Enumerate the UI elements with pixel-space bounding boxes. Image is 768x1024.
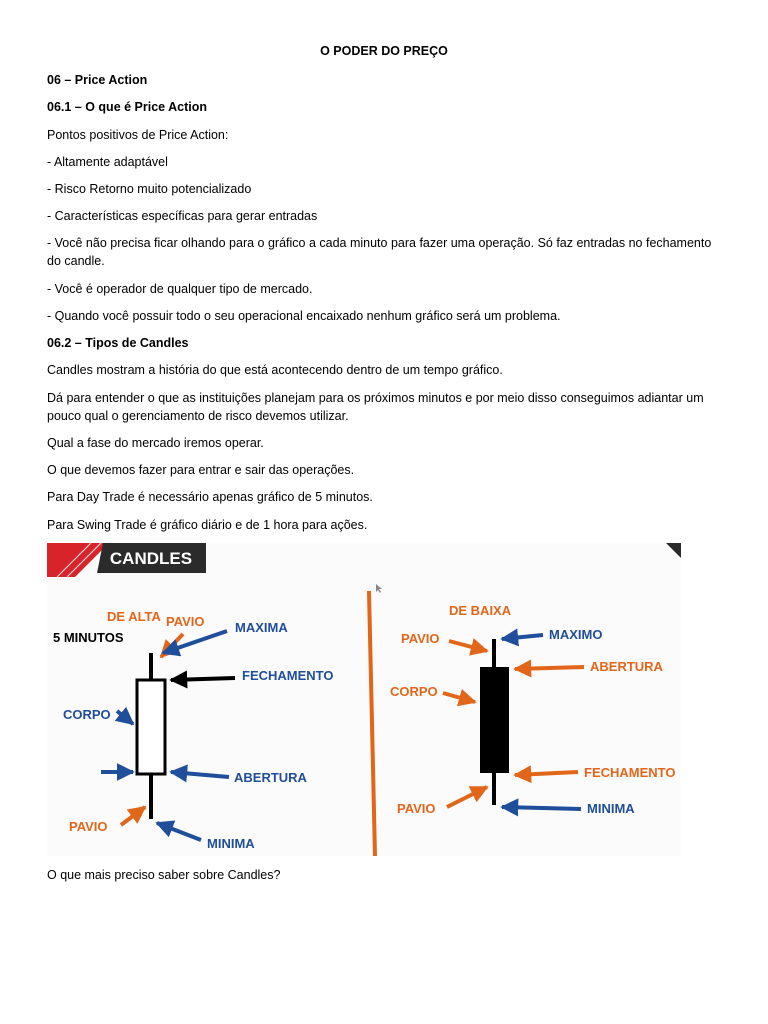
para-market-phase: Qual a fase do mercado iremos operar.: [47, 436, 264, 450]
bear-pavio-top-label: PAVIO: [401, 631, 440, 646]
bear-pavio-bottom-label: PAVIO: [397, 801, 436, 816]
heading-what-is-price-action: 06.1 – O que é Price Action: [47, 100, 208, 114]
heading-price-action: 06 – Price Action: [47, 73, 148, 87]
candles-banner: [47, 543, 206, 577]
bear-maximo-label: MAXIMO: [549, 627, 603, 642]
bear-fechamento-label: FECHAMENTO: [584, 765, 676, 780]
bear-minima-label: MINIMA: [587, 801, 635, 816]
bullet-operational: - Quando você possuir todo o seu operacional encaixado nenhum gráfico será um problema.: [47, 309, 561, 323]
bullet-specific-features: - Características específicas para gerar entradas: [47, 209, 318, 223]
bull-pavio-bottom-label: PAVIO: [69, 819, 108, 834]
para-day-trade: Para Day Trade é necessário apenas gráfico de 5 minutos.: [47, 490, 373, 504]
heading-candle-types: 06.2 – Tipos de Candles: [47, 336, 189, 350]
bear-abertura-arrow: [515, 667, 584, 669]
bull-title: DE ALTA: [107, 609, 161, 624]
bullet-adaptable: - Altamente adaptável: [47, 155, 168, 169]
para-candles-history: Candles mostram a história do que está acontecendo dentro de um tempo gráfico.: [47, 363, 503, 377]
bullet-any-market: - Você é operador de qualquer tipo de mercado.: [47, 282, 313, 296]
para-enter-exit: O que devemos fazer para entrar e sair das operações.: [47, 463, 355, 477]
bear-abertura-label: ABERTURA: [590, 659, 663, 674]
bear-corpo-label: CORPO: [390, 684, 438, 699]
bull-abertura-label: ABERTURA: [234, 770, 307, 785]
document-title: O PODER DO PREÇO: [320, 44, 448, 58]
candles-diagram: [47, 543, 681, 856]
bull-fechamento-label: FECHAMENTO: [242, 668, 334, 683]
timeframe-label: 5 MINUTOS: [53, 630, 124, 645]
bullet-no-watching: - Você não precisa ficar olhando para o gráfico a cada minuto para fazer uma operação. Só faz entradas no fechamento do candle.: [47, 236, 712, 268]
bear-minima-arrow: [502, 807, 581, 809]
bull-fechamento-arrow: [171, 678, 235, 680]
bull-maxima-label: MAXIMA: [235, 620, 288, 635]
para-institutions: Dá para entender o que as instituições planejam para os próximos minutos e por meio disso conseguimos adiantar um pouco qual o gerenciamento de risco devemos utilizar.: [47, 391, 704, 423]
para-swing-trade: Para Swing Trade é gráfico diário e de 1 hora para ações.: [47, 518, 368, 532]
positives-intro: Pontos positivos de Price Action:: [47, 128, 229, 142]
bear-title: DE BAIXA: [449, 603, 512, 618]
bull-pavio-top-label: PAVIO: [166, 614, 205, 629]
candles-figure: [47, 543, 681, 856]
bull-minima-label: MINIMA: [207, 836, 255, 851]
bullet-risk-return: - Risco Retorno muito potencializado: [47, 182, 252, 196]
bull-corpo-label: CORPO: [63, 707, 111, 722]
closing-question: O que mais preciso saber sobre Candles?: [47, 868, 281, 882]
banner-text: CANDLES: [109, 549, 193, 568]
